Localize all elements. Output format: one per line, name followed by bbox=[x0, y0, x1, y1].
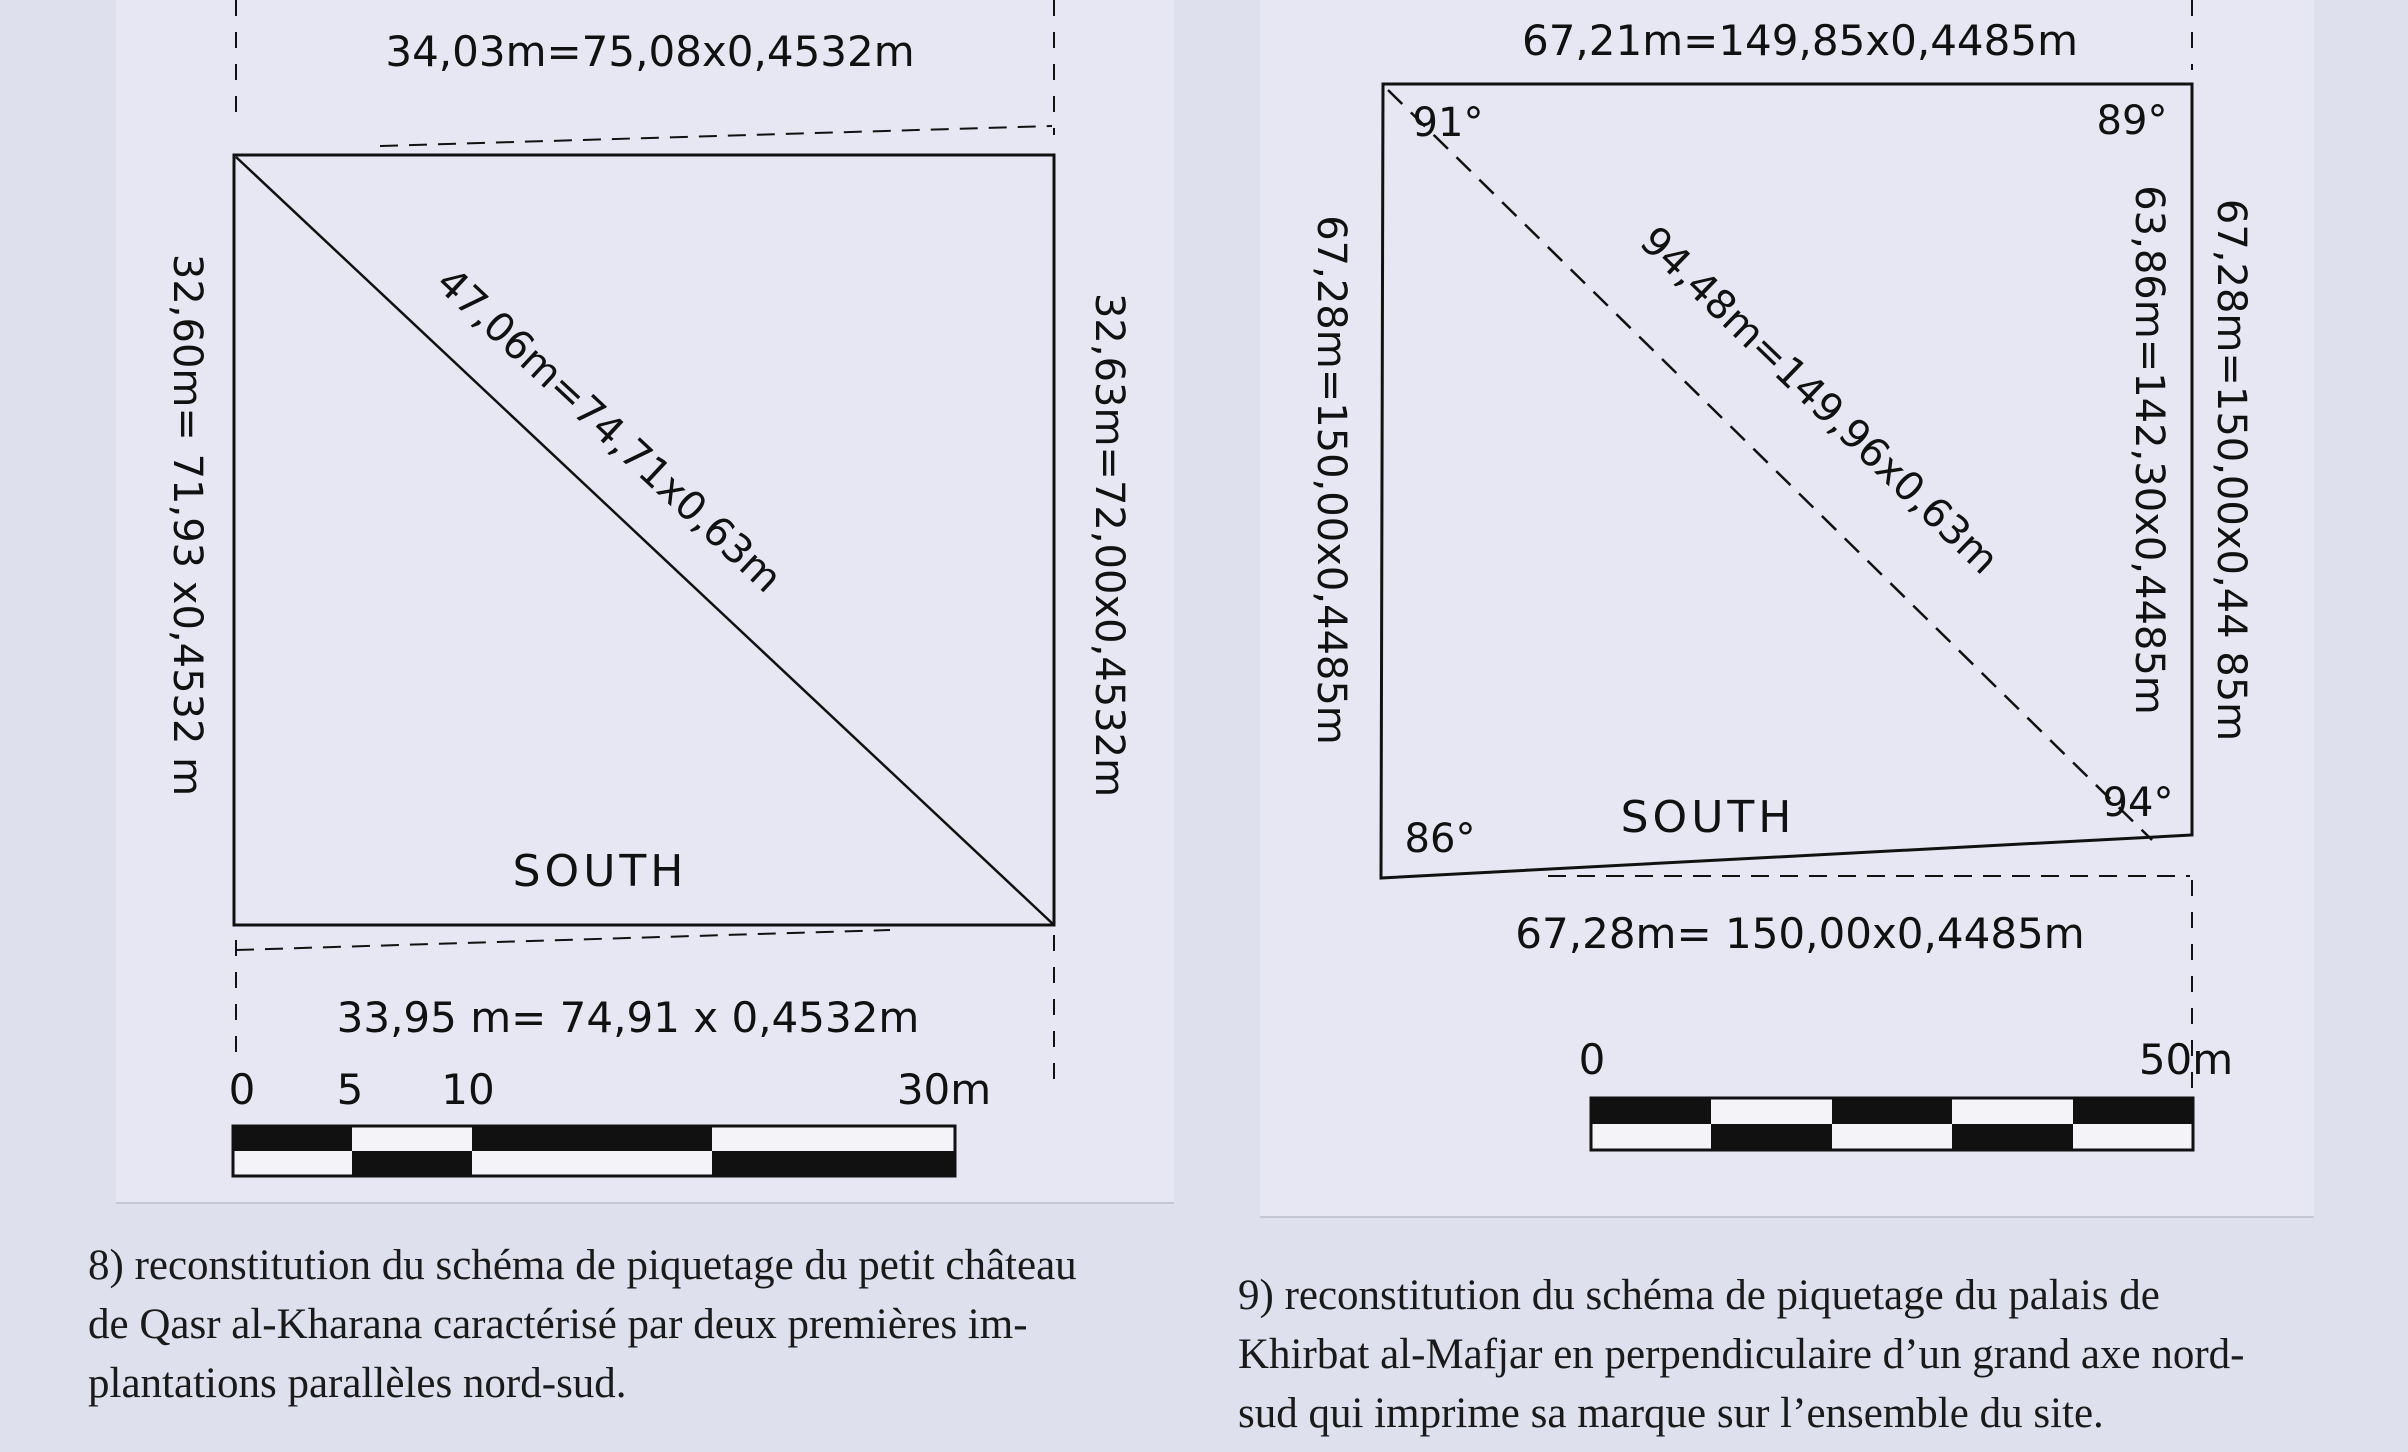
figure-9-diagonal-label: 94,48m=149,96x0,63m bbox=[1630, 217, 2008, 584]
figure-9-caption-line: sud qui imprime sa marque sur l’ensemble du site. bbox=[1238, 1390, 2104, 1437]
figure-8-caption-line: 8) reconstitution du schéma de piquetage du petit château bbox=[88, 1242, 1077, 1289]
figure-8-caption bbox=[88, 1236, 1198, 1413]
figure-9-top-label: 67,21m=149,85x0,4485m bbox=[1521, 16, 2079, 65]
figure-8-scale-tick-30m: 30m bbox=[896, 1065, 992, 1114]
figure-8-top-dashed-line bbox=[380, 126, 1052, 146]
figure-8-right-label: 32,63m=72,00x0,4532m bbox=[1086, 292, 1132, 798]
figure-9-scale-tick-50m: 50m bbox=[2138, 1035, 2234, 1084]
figure-9-caption bbox=[1238, 1266, 2348, 1443]
figure-8-left-label: 32,60m= 71,93 x0,4532 m bbox=[164, 253, 210, 797]
figure-8-bottom-dashed-line bbox=[236, 930, 890, 950]
figure-8-caption-line: de Qasr al-Kharana caractérisé par deux premières im- bbox=[88, 1301, 1028, 1348]
figure-8-top-label: 34,03m=75,08x0,4532m bbox=[385, 27, 915, 76]
figure-8-bottom-label: 33,95 m= 74,91 x 0,4532m bbox=[336, 993, 920, 1042]
figure-9-south-label: SOUTH bbox=[1620, 792, 1796, 843]
figure-9-left-label: 67,28m=150,00x0,4485m bbox=[1308, 215, 1354, 745]
figure-9-diagonal bbox=[1388, 90, 2152, 840]
figure-8-caption-line: plantations parallèles nord-sud. bbox=[88, 1360, 627, 1407]
figure-9-bottom-label: 67,28m= 150,00x0,4485m bbox=[1515, 909, 2085, 958]
figure-8-south-label: SOUTH bbox=[512, 846, 688, 897]
figure-8-scale-bar bbox=[229, 1065, 992, 1176]
figure-8-scale-tick-10: 10 bbox=[441, 1065, 495, 1114]
figure-9-scale-bar bbox=[1579, 1035, 2234, 1150]
figure-9-scale-tick-0: 0 bbox=[1578, 1035, 1606, 1084]
figure-8-diagonal bbox=[236, 157, 1054, 925]
figure-9-caption-line: 9) reconstitution du schéma de piquetage du palais de bbox=[1238, 1272, 2160, 1319]
figure-9-right-outer-label: 67,28m=150,00x0,44 85m bbox=[2208, 198, 2254, 742]
figure-9-caption-line: Khirbat al-Mafjar en perpendiculaire d’un grand axe nord- bbox=[1238, 1331, 2245, 1378]
figure-8-scale-tick-0: 0 bbox=[228, 1065, 256, 1114]
figure-9-right-inner-label: 63,86m=142,30x0,4485m bbox=[2126, 185, 2172, 715]
figure-8-scale-tick-5: 5 bbox=[336, 1065, 364, 1114]
figure-9-angle-bottom-right: 94° bbox=[2102, 780, 2174, 826]
figure-9-angle-top-right: 89° bbox=[2096, 98, 2168, 144]
figure-8 bbox=[234, 0, 1054, 1090]
figure-8-diagonal-label: 47,06m=74,71x0,63m bbox=[427, 259, 791, 602]
figure-9-angle-top-left: 91° bbox=[1412, 100, 1484, 146]
figure-9-angle-bottom-left: 86° bbox=[1404, 816, 1476, 862]
